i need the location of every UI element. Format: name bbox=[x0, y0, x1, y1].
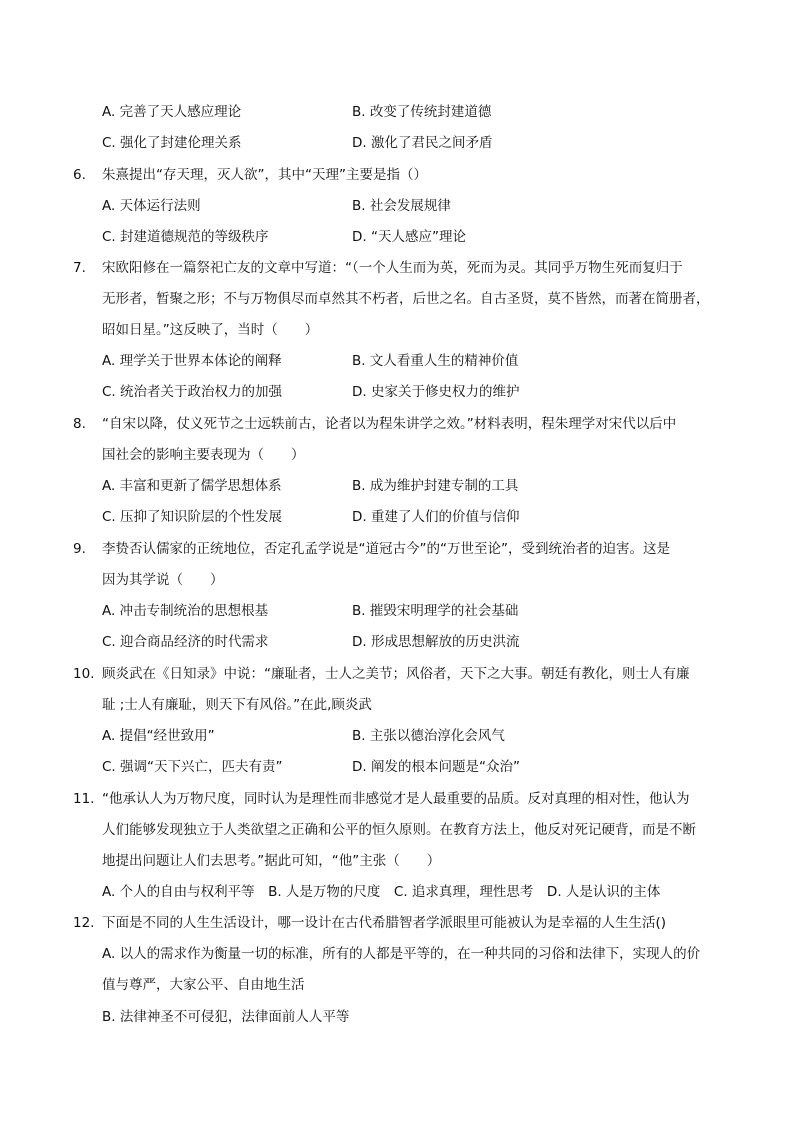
question-number: 7. bbox=[73, 260, 86, 276]
options-row: A. 个人的自由与权利平等 B. 人是万物的尺度 C. 追求真理，理性思考 D. 人是认识的主体 bbox=[102, 884, 661, 900]
question-number: 11. bbox=[73, 791, 95, 807]
question-number: 9. bbox=[73, 541, 86, 557]
option-d: D. 形成思想解放的历史洪流 bbox=[352, 634, 520, 650]
option-d: D. 重建了人们的价值与信仰 bbox=[352, 509, 520, 525]
option-b: B. 法律神圣不可侵犯，法律面前人人平等 bbox=[102, 1009, 350, 1025]
question-stem: “自宋以降，仗义死节之士远轶前古，论者以为程朱讲学之效。”材料表明，程朱理学对宋代以后中 bbox=[102, 416, 677, 432]
option-a-continued: 值与尊严，大家公平、自由地生活 bbox=[102, 977, 305, 993]
option-b: B. 文人看重人生的精神价值 bbox=[352, 353, 519, 369]
option-a: A. 理学关于世界本体论的阐释 bbox=[102, 353, 282, 369]
option-a: A. 提倡“经世致用” bbox=[102, 728, 215, 744]
option-c: C. 封建道德规范的等级秩序 bbox=[102, 229, 269, 245]
question-number: 12. bbox=[73, 915, 95, 931]
q5-option-c: C. 强化了封建伦理关系 bbox=[102, 135, 242, 151]
q5-option-a: A. 完善了天人感应理论 bbox=[102, 104, 242, 120]
option-a: A. 天体运行法则 bbox=[102, 198, 201, 214]
question-stem: 宋欧阳修在一篇祭祀亡友的文章中写道：“（一个人生而为英，死而为灵。其同乎万物生死而复归于 bbox=[102, 260, 683, 276]
question-stem: 国社会的影响主要表现为（ ） bbox=[102, 447, 305, 463]
option-c: C. 压抑了知识阶层的个性发展 bbox=[102, 509, 283, 525]
option-b: B. 摧毁宋明理学的社会基础 bbox=[352, 603, 519, 619]
option-d: D. 史家关于修史权力的维护 bbox=[352, 384, 520, 400]
option-a: A. 以人的需求作为衡量一切的标准，所有的人都是平等的，在一种共同的习俗和法律下，实现人的价 bbox=[102, 946, 701, 962]
question-stem: 地提出问题让人们去思考。”据此可知，“他”主张（ ） bbox=[102, 853, 441, 869]
question-number: 6. bbox=[73, 167, 86, 183]
question-stem: 人们能够发现独立于人类欲望之正确和公平的恒久原则。在教育方法上，他反对死记硬背，而是不断 bbox=[102, 822, 696, 838]
option-b: B. 社会发展规律 bbox=[352, 198, 451, 214]
question-number: 10. bbox=[73, 666, 95, 682]
question-stem: 李贽否认儒家的正统地位，否定孔孟学说是“道冠古今”的“万世至论”，受到统治者的迫害。这是 bbox=[102, 541, 670, 557]
option-a: A. 冲击专制统治的思想根基 bbox=[102, 603, 269, 619]
question-number: 8. bbox=[73, 416, 86, 432]
option-a: A. 丰富和更新了儒学思想体系 bbox=[102, 478, 282, 494]
question-stem: 耻 ;士人有廉耻，则天下有风俗。”在此,顾炎武 bbox=[102, 697, 372, 713]
question-stem: 昭如日星。”这反映了，当时（ ） bbox=[102, 322, 319, 338]
option-d: D. 阐发的根本问题是“众治” bbox=[352, 759, 520, 775]
q5-option-b: B. 改变了传统封建道德 bbox=[352, 104, 492, 120]
option-c: C. 统治者关于政治权力的加强 bbox=[102, 384, 283, 400]
option-b: B. 主张以德治淳化会风气 bbox=[352, 728, 505, 744]
question-stem: 朱熹提出“存天理，灭人欲”，其中“天理”主要是指（） bbox=[102, 167, 427, 183]
q5-option-d: D. 激化了君民之间矛盾 bbox=[352, 135, 493, 151]
option-c: C. 迎合商品经济的时代需求 bbox=[102, 634, 269, 650]
question-stem: 因为其学说（ ） bbox=[102, 572, 224, 588]
option-b: B. 成为维护封建专制的工具 bbox=[352, 478, 519, 494]
option-d: D. “天人感应”理论 bbox=[352, 229, 466, 245]
question-stem: 顾炎武在《日知录》中说：“廉耻者，士人之美节；风俗者，天下之大事。朝廷有教化，则士人有廉 bbox=[102, 666, 690, 682]
question-stem: 下面是不同的人生生活设计，哪一设计在古代希腊智者学派眼里可能被认为是幸福的人生生活() bbox=[102, 915, 667, 931]
question-stem: “他承认人为万物尺度，同时认为是理性而非感觉才是人最重要的品质。反对真理的相对性，他认为 bbox=[102, 791, 690, 807]
question-stem: 无形者，暂聚之形；不与万物俱尽而卓然其不朽者，后世之名。自古圣贤，莫不皆然，而著在简册者， bbox=[102, 291, 710, 307]
option-c: C. 强调“天下兴亡，匹夫有责” bbox=[102, 759, 283, 775]
